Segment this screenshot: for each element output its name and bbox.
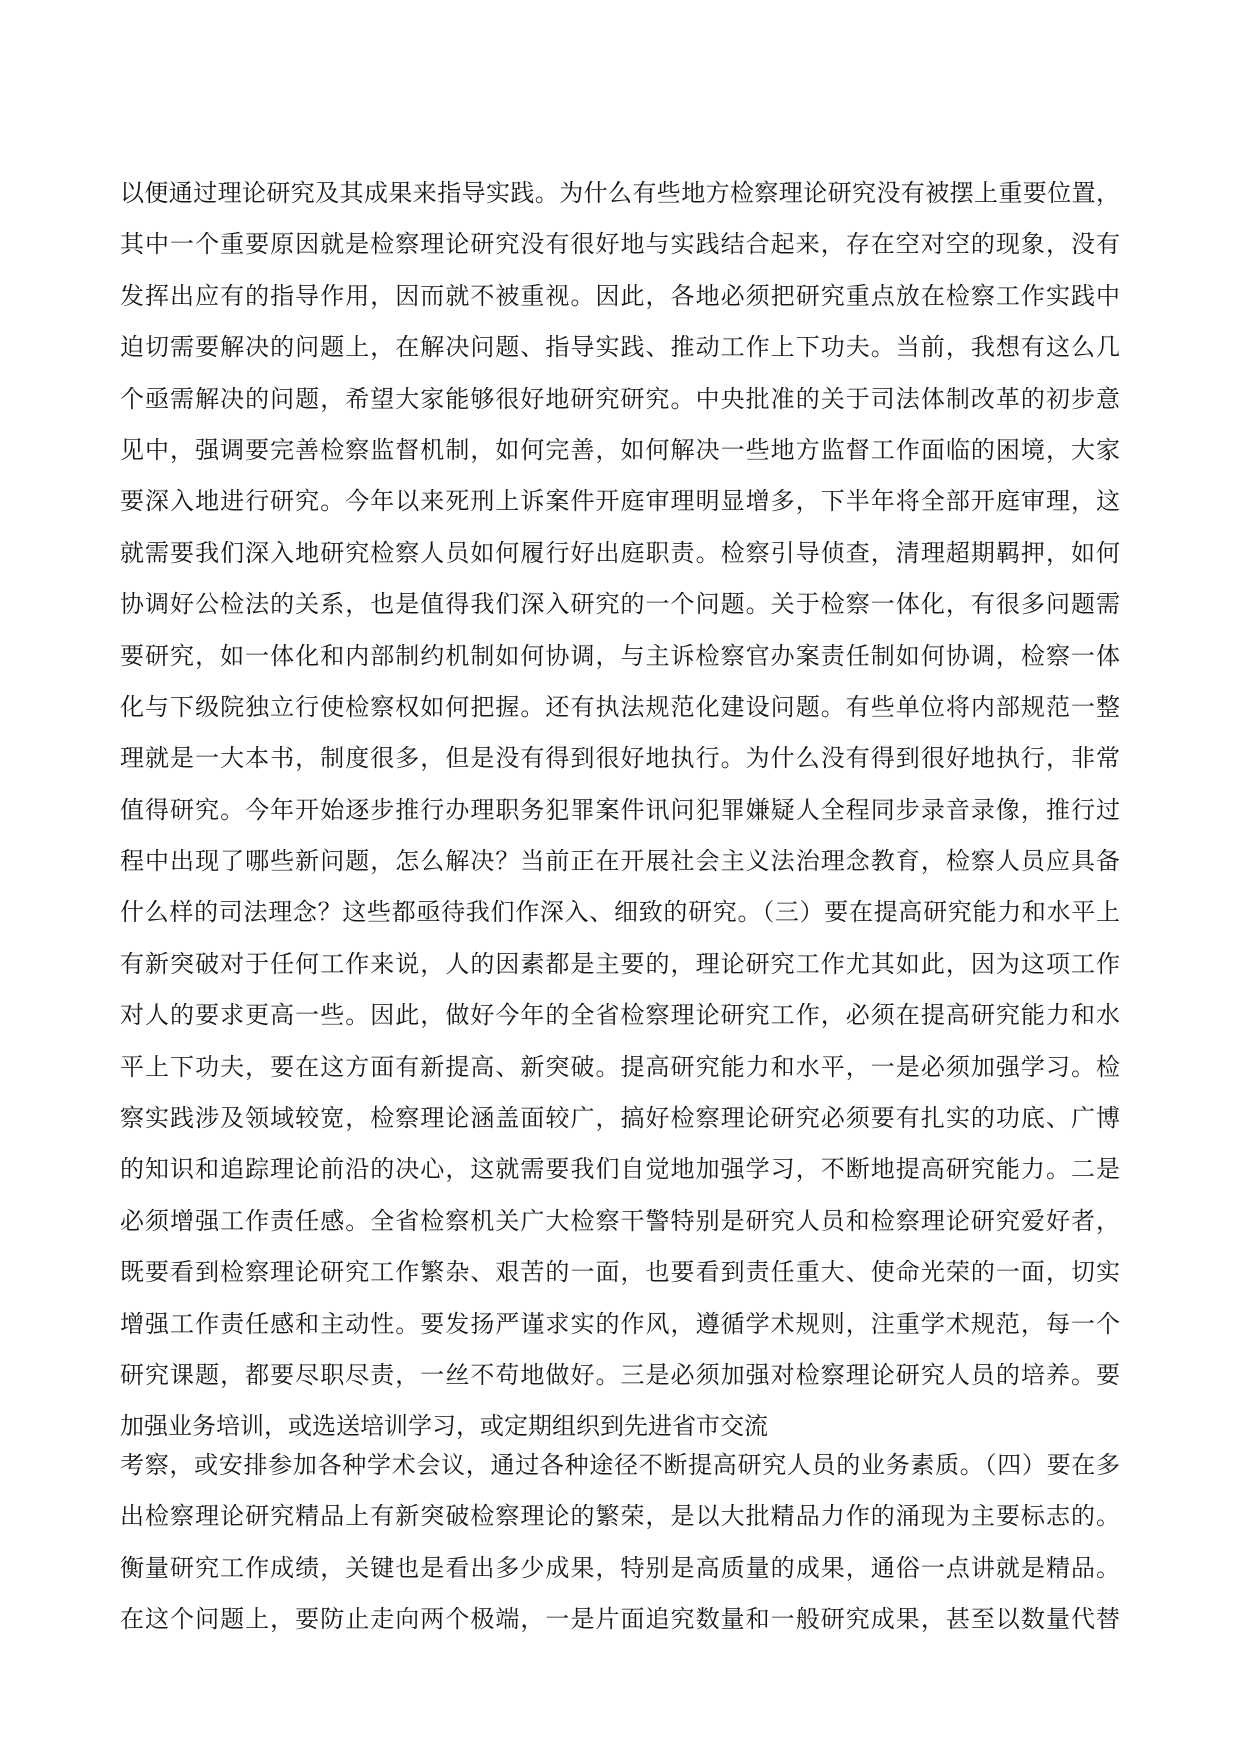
text-line: 化与下级院独立行使检察权如何把握。还有执法规范化建设问题。有些单位将内部规范一整 [120,692,1120,721]
text-line: 见中，强调要完善检察监督机制，如何完善，如何解决一些地方监督工作面临的困境，大家 [120,435,1120,464]
text-line: 个亟需解决的问题，希望大家能够很好地研究研究。中央批准的关于司法体制改革的初步意 [120,384,1120,413]
text-line: 的知识和追踪理论前沿的决心，这就需要我们自觉地加强学习，不断地提高研究能力。二是 [120,1155,1120,1184]
body-paragraph [120,1440,1120,1646]
text-line: 要深入地进行研究。今年以来死刑上诉案件开庭审理明显增多，下半年将全部开庭审理，这 [120,487,1120,516]
text-line: 程中出现了哪些新问题，怎么解决？当前正在开展社会主义法治理念教育，检察人员应具备 [120,847,1120,876]
text-line: 平上下功夫，要在这方面有新提高、新突破。提高研究能力和水平，一是必须加强学习。检 [120,1052,1120,1081]
text-line: 研究课题，都要尽职尽责，一丝不苟地做好。三是必须加强对检察理论研究人员的培养。要 [120,1360,1120,1389]
text-line: 发挥出应有的指导作用，因而就不被重视。因此，各地必须把研究重点放在检察工作实践中 [120,281,1120,310]
text-line: 理就是一大本书，制度很多，但是没有得到很好地执行。为什么没有得到很好地执行，非常 [120,744,1120,773]
text-line: 协调好公检法的关系，也是值得我们深入研究的一个问题。关于检察一体化，有很多问题需 [120,590,1120,619]
text-line: 迫切需要解决的问题上，在解决问题、指导实践、推动工作上下功夫。当前，我想有这么几 [120,333,1120,362]
text-line: 值得研究。今年开始逐步推行办理职务犯罪案件讯问犯罪嫌疑人全程同步录音录像，推行过 [120,795,1120,824]
text-line: 什么样的司法理念？这些都亟待我们作深入、细致的研究。（三）要在提高研究能力和水平上 [120,898,1120,927]
text-line: 增强工作责任感和主动性。要发扬严谨求实的作风，遵循学术规则，注重学术规范，每一个 [120,1309,1120,1338]
text-line: 加强业务培训，或选送培训学习，或定期组织到先进省市交流 [120,1412,768,1441]
text-line: 必须增强工作责任感。全省检察机关广大检察干警特别是研究人员和检察理论研究爱好者， [120,1206,1120,1235]
text-line: 要研究，如一体化和内部制约机制如何协调，与主诉检察官办案责任制如何协调，检察一体 [120,641,1120,670]
text-line: 有新突破对于任何工作来说，人的因素都是主要的，理论研究工作尤其如此，因为这项工作 [120,949,1120,978]
text-line: 对人的要求更高一些。因此，做好今年的全省检察理论研究工作，必须在提高研究能力和水 [120,1001,1120,1030]
text-line: 察实践涉及领域较宽，检察理论涵盖面较广，搞好检察理论研究必须要有扎实的功底、广博 [120,1104,1120,1133]
text-line: 衡量研究工作成绩，关键也是看出多少成果，特别是高质量的成果，通俗一点讲就是精品。 [120,1553,1120,1582]
text-line: 在这个问题上，要防止走向两个极端，一是片面追究数量和一般研究成果，甚至以数量代替 [120,1605,1120,1634]
text-line: 既要看到检察理论研究工作繁杂、艰苦的一面，也要看到责任重大、使命光荣的一面，切实 [120,1258,1120,1287]
text-line: 考察，或安排参加各种学术会议，通过各种途径不断提高研究人员的业务素质。（四）要在多 [120,1451,1120,1479]
text-line: 以便通过理论研究及其成果来指导实践。为什么有些地方检察理论研究没有被摆上重要位置， [120,179,1120,207]
text-line: 出检察理论研究精品上有新突破检察理论的繁荣，是以大批精品力作的涌现为主要标志的。 [120,1502,1120,1531]
text-line: 其中一个重要原因就是检察理论研究没有很好地与实践结合起来，存在空对空的现象，没有 [120,230,1120,259]
body-paragraph [120,168,1120,1453]
text-line: 就需要我们深入地研究检察人员如何履行好出庭职责。检察引导侦查，清理超期羁押，如何 [120,538,1120,567]
